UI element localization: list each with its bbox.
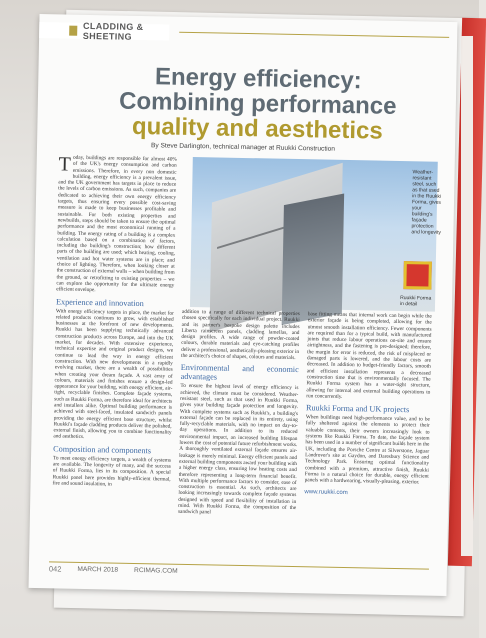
panel-sample-caption: Ruukki Forma in detail — [399, 295, 432, 308]
magazine-site: RCIMAG.COM — [134, 566, 178, 575]
building-glass — [282, 194, 345, 326]
magazine-page — [29, 14, 458, 596]
column-3 — [304, 311, 432, 498]
page-number: 042 — [48, 563, 62, 574]
column-2 — [178, 309, 300, 518]
heading-composition: Composition and components — [53, 444, 152, 456]
composition-text: To meet energy efficiency targets, a wealth of systems are available. The longevity of many, and the success of Ruukki Forma, lies in its composition. A special Ruukki panel here provides highly-efficient thermal, fire and sound insulation, in — [52, 455, 172, 488]
headline-line-1: Energy efficiency: — [154, 63, 362, 95]
column-1 — [52, 154, 176, 488]
headline-line-3: quality and aesthetics — [131, 112, 383, 145]
magazine-edge-page — [461, 36, 473, 556]
issue-date: MARCH 2018 — [77, 565, 119, 574]
section-label: CLADDING & SHEETING — [82, 20, 144, 42]
section-header — [39, 22, 169, 40]
panel-sample-image — [403, 261, 432, 290]
dropcap: T — [58, 153, 72, 176]
page-footer — [49, 561, 429, 581]
headline-line-2: Combining performance — [118, 87, 397, 120]
website-link[interactable]: www.ruukki.com — [304, 489, 348, 497]
heading-environmental: Environmental and economic advantages — [180, 363, 299, 382]
experience-text: With energy efficiency targets in place, the market for related products continues to grow, with established businesses at the forefront of new developments. Ruukki has been supplying technically advanced construction products across Europe, and into the UK market, for decades. With extensive experience, technical expertise and original product designs, we continue to lead the way in energy efficient construction. With new developments in a rapidly evolving market, there are a wealth of possibilities when creating your dream façade. A vast array of colours, materials and finishes ensure a design-led appearance for your building, with energy efficient, air-tight, recyclable finishes. Complete façade systems, such as Ruukki Forma, are therefore ideal for architects and installers alike. Optimal building performance is achieved with steel-faced, insulated sandwich panels providing the energy efficient base structure, whilst Ruukki's façade cladding products deliver the polished, external finish, allowing you to combine functionality and aesthetics. — [53, 307, 174, 441]
section-rule — [179, 32, 449, 38]
col2-top-text: addition to a range of different technical properties chosen specifically for each individual project. Ruukki and its partner's bespoke design palette includes Liberta rainscreen panels, cladding lamellas, and design profiles. A wide range of powder-coated colours, durable materials and eye-catching profiles deliver a professional, aesthetically-pleasing exterior in the architect's choice of shapes, colours and materials. — [180, 308, 300, 362]
byline: By Steve Darlington, technical manager at Ruukki Construction — [150, 142, 336, 153]
intro-text: oday, buildings are responsible for almost 40% of the UK's energy consumption and carbon emissions. Therefore, in every non domestic building, energy efficiency is a prevalent issue, and the UK government has targets in place to reduce the levels of carbon emissions. As such, companies are dedicated to achieving their own energy efficiency targets, thus ensuring every possible cost-saving measure is made to keep businesses profitable and sustainable. For both existing properties and newbuilds, steps should be taken to ensure the optimal performance and the most economical running of a building. The energy rating of a building is a complex calculation based on a combination of factors, including the building's construction; how different parts of the building are used; which heating, cooling, ventilation and hot water systems are in place; and choice of lighting. Therefore, when looking closer at the construction of external walls – when building from the ground, or retrofitting to existing properties – we can explore the opportunity for the ultimate energy efficient envelope. — [56, 154, 177, 294]
col3-top-text: base fitting means that internal work can begin while the exterior façade is being completed, allowing for the utmost smooth installation efficiency. Fewer components are required than for a typical build, with manufactured joints that reduce labour operations on-site and ensure airtightness, and the fastening is pre-designed; therefore, the margin for error is reduced, the risk of misplaced or damaged parts is lowered, and the labour costs are decreased. In addition to budget-friendly factors, smooth and efficient installation represents a decreased construction time that is environmentally focused. The Ruukki Forma system has a water-tight structure, allowing for internal and external building operations to run concurrently. — [306, 311, 432, 400]
heading-uk-projects: Ruukki Forma and UK projects — [305, 403, 410, 415]
headline — [97, 63, 418, 144]
heading-experience: Experience and innovation — [55, 296, 144, 308]
building-photo — [190, 157, 442, 312]
photo-caption: Weather-resistant steel, such as that used in the Ruukki Forma, gives your building's façade protection and longevity — [411, 169, 442, 236]
environmental-text: To ensure the highest level of energy efficiency is achieved, the climate must be considered. Weather-resistant steel, such as that used in Ruukki Forma, gives your building façade protection and longevity. With complete systems such as Ruukki's, a building's external façade can be replaced in its entirety, using fully-recyclable materials, with no impact on day-to-day operations. In addition to its reduced environmental impact, an increased building lifespan lowers the cost of potential future refurbishment works. A thoroughly ventilated external façade ensures air-leakage is merely minimal. Energy efficient panels and external building components award your building with a higher energy class, ensuring low heating costs and therefore representing a long-term financial benefit. With multiple performance factors to consider, ease of construction is essential. As such, architects are looking increasingly towards complete façade systems designed with speed and flexibility of installation in mind. With Ruukki Forma, the composition of the sandwich panel — [177, 383, 299, 516]
section-marker-icon — [69, 26, 77, 36]
uk-projects-text: When buildings need high-performance value, and to be fully sheltered against the elements to protect their valuable contents, their owners increasingly look to systems like Ruukki Forma. To date, the façade system has been used in a number of significant builds here in the UK, including the Porsche Centre at Silverstone, Jaguar Landrover's site at Gaydon, and Daresbury Science and Technology Park. Ensuring optimal functionality combined with a premium, attractive finish, Ruukki Forma is a natural choice for durable, energy efficient panels with a hardwearing, visually-pleasing, exterior. — [304, 414, 430, 486]
